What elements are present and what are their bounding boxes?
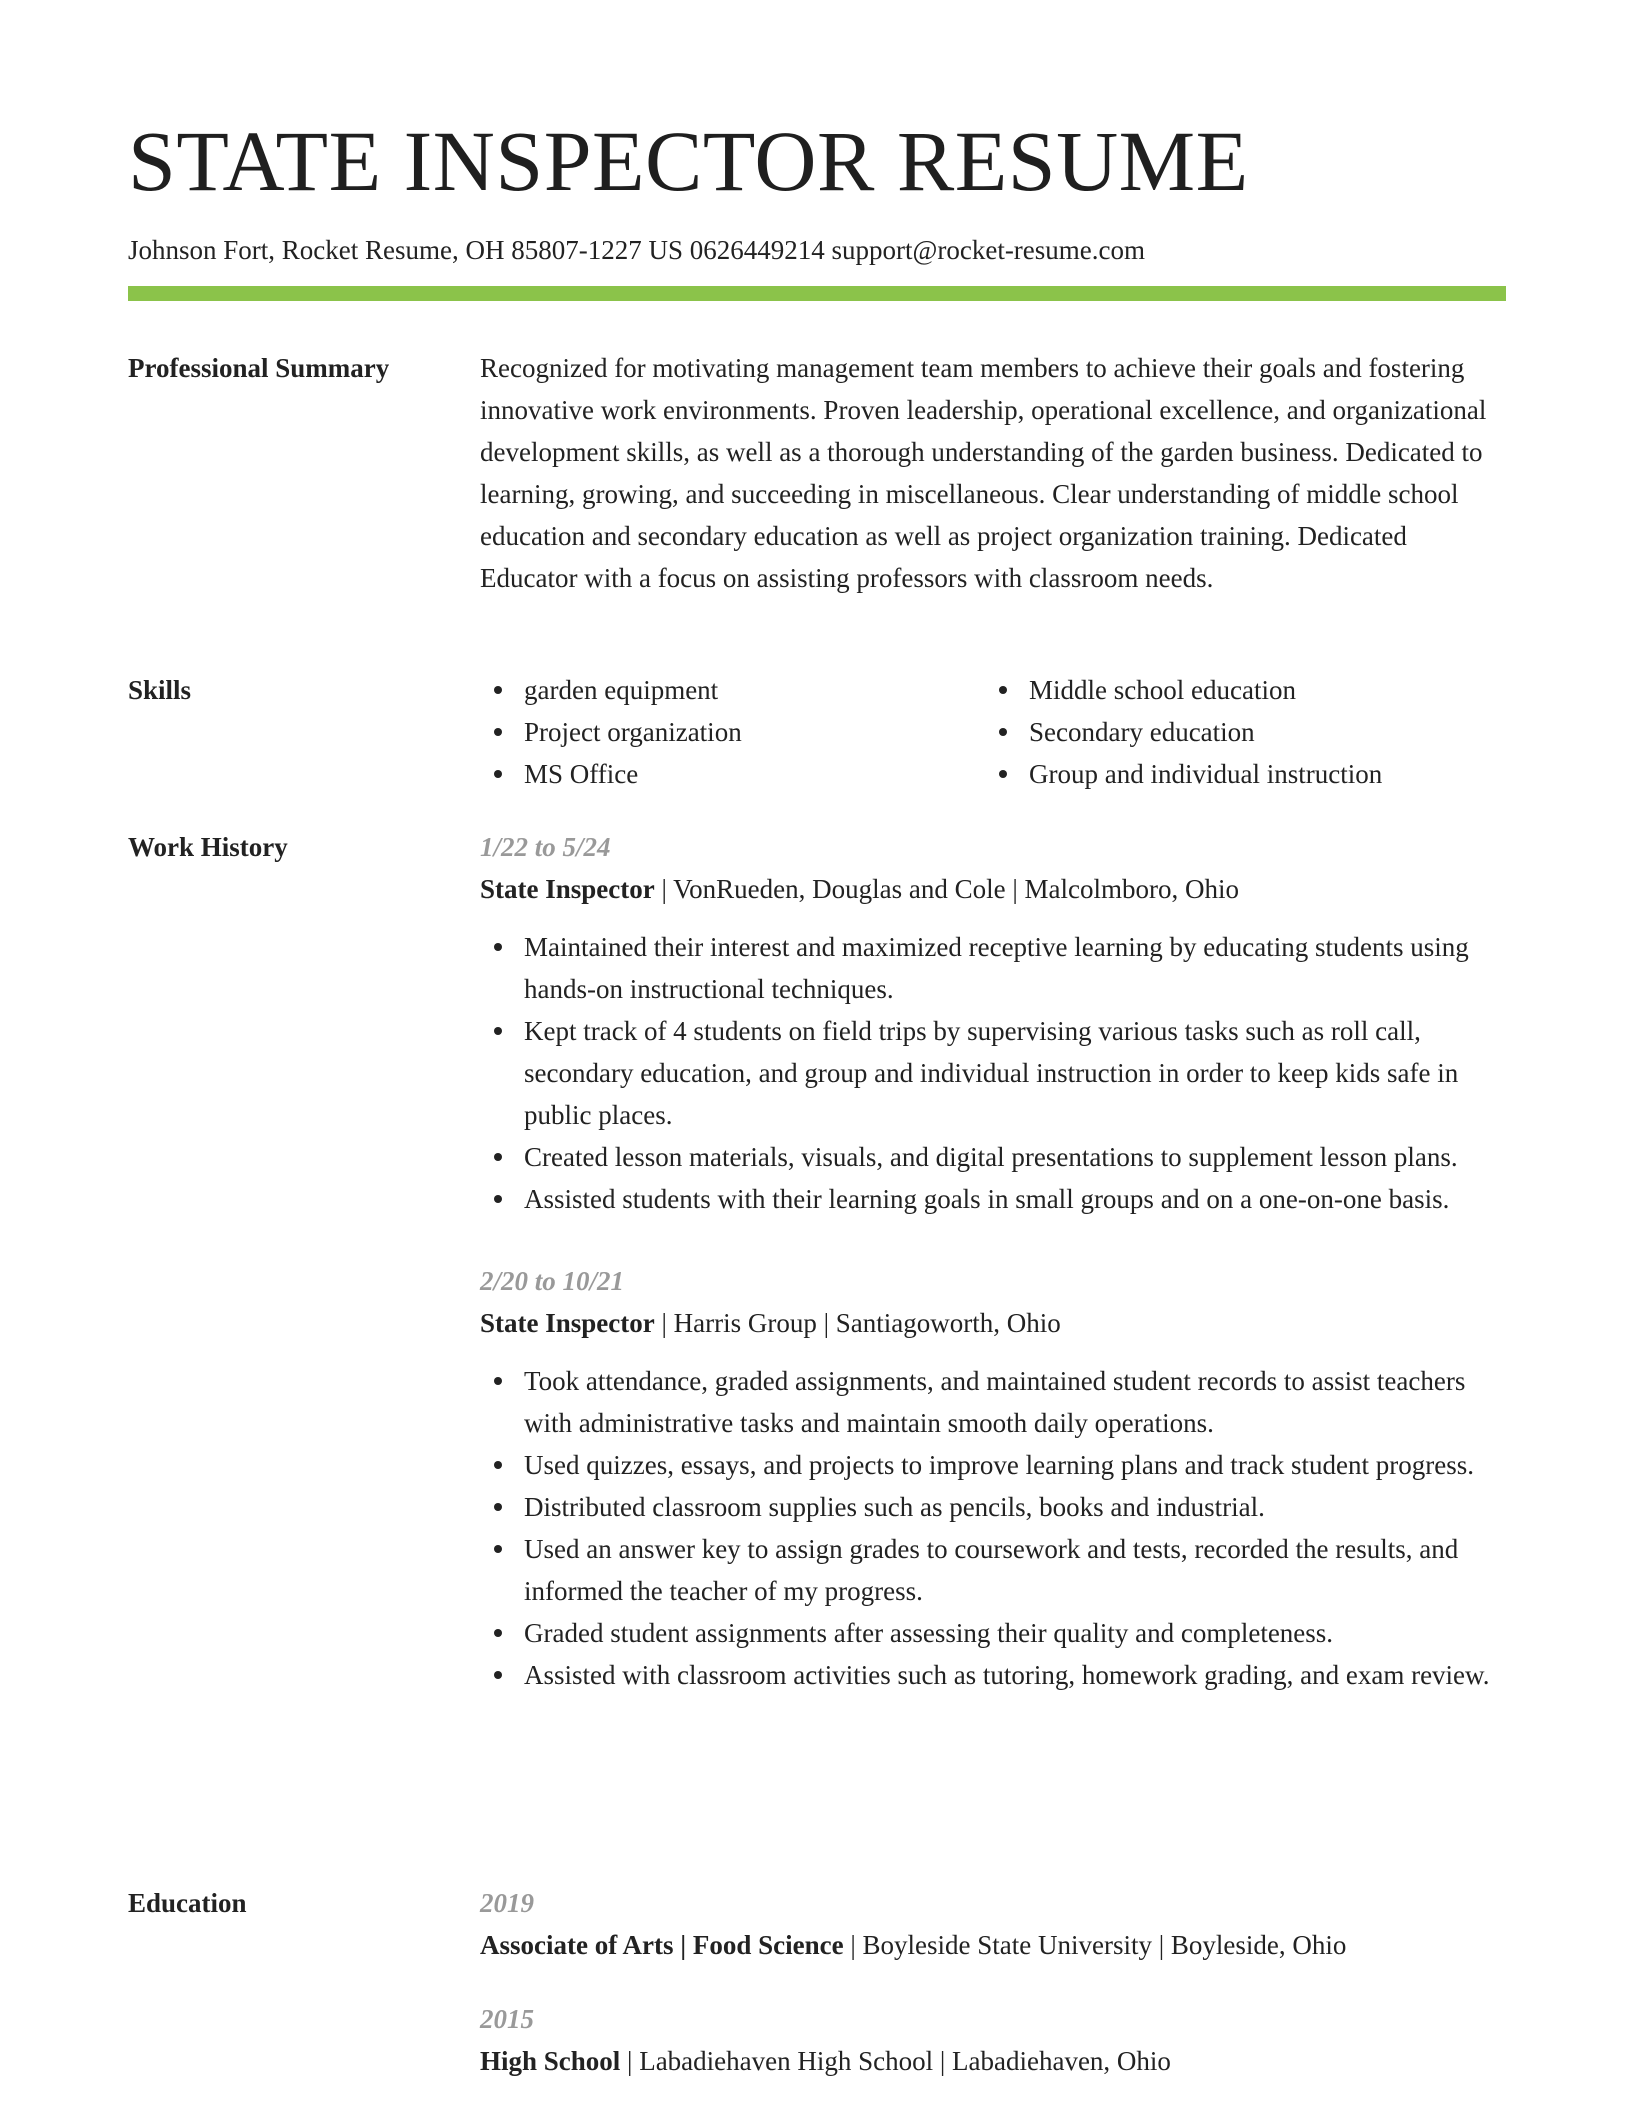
skills-column-left bbox=[480, 669, 985, 795]
education-entry bbox=[480, 1998, 1506, 2082]
skill-item: Project organization bbox=[480, 711, 985, 753]
education-year: 2019 bbox=[480, 1888, 534, 1918]
job-bullet-list bbox=[480, 926, 1506, 1220]
work-history-body bbox=[480, 826, 1506, 1696]
work-history-label: Work History bbox=[128, 832, 288, 862]
education-body bbox=[480, 1882, 1506, 2082]
contact-line: Johnson Fort, Rocket Resume, OH 85807-1227 US 0626449214 support@rocket-resume.com bbox=[128, 235, 1146, 265]
job-title: State Inspector bbox=[480, 1308, 655, 1338]
summary-label: Professional Summary bbox=[128, 353, 390, 383]
education-school: | Boyleside State University | Boyleside, Ohio bbox=[843, 1930, 1347, 1960]
skill-item: Middle school education bbox=[985, 669, 1490, 711]
skill-item: Secondary education bbox=[985, 711, 1490, 753]
education-entry bbox=[480, 1882, 1506, 1966]
education-degree: Associate of Arts | Food Science bbox=[480, 1930, 844, 1960]
job-bullet-list bbox=[480, 1360, 1506, 1696]
job-entry bbox=[480, 1260, 1506, 1696]
job-bullet: Kept track of 4 students on field trips by supervising various tasks such as roll call, secondary education, and group and individual instruction in order to keep kids safe in public places. bbox=[480, 1010, 1506, 1136]
education-label: Education bbox=[128, 1888, 247, 1918]
education-line bbox=[480, 2040, 1506, 2082]
job-role-line bbox=[480, 1302, 1506, 1344]
skill-item: garden equipment bbox=[480, 669, 985, 711]
skill-item: Group and individual instruction bbox=[985, 753, 1490, 795]
job-role-line bbox=[480, 868, 1506, 910]
accent-divider bbox=[128, 286, 1506, 301]
education-school: | Labadiehaven High School | Labadiehaven, Ohio bbox=[620, 2046, 1171, 2076]
education-line bbox=[480, 1924, 1506, 1966]
skill-item: MS Office bbox=[480, 753, 985, 795]
job-employer-location: | VonRueden, Douglas and Cole | Malcolmboro, Ohio bbox=[654, 874, 1239, 904]
resume-title: STATE INSPECTOR RESUME bbox=[128, 113, 1249, 209]
job-employer-location: | Harris Group | Santiagoworth, Ohio bbox=[654, 1308, 1061, 1338]
job-dates: 2/20 to 10/21 bbox=[480, 1266, 625, 1296]
education-degree: High School bbox=[480, 2046, 621, 2076]
job-bullet: Created lesson materials, visuals, and digital presentations to supplement lesson plans. bbox=[480, 1136, 1506, 1178]
job-bullet: Distributed classroom supplies such as pencils, books and industrial. bbox=[480, 1486, 1506, 1528]
job-dates: 1/22 to 5/24 bbox=[480, 832, 611, 862]
job-bullet: Used an answer key to assign grades to coursework and tests, recorded the results, and informed the teacher of my progress. bbox=[480, 1528, 1506, 1612]
job-bullet: Graded student assignments after assessing their quality and completeness. bbox=[480, 1612, 1506, 1654]
skills-grid bbox=[480, 669, 1506, 795]
skills-column-right bbox=[985, 669, 1490, 795]
job-entry bbox=[480, 826, 1506, 1220]
job-bullet: Maintained their interest and maximized receptive learning by educating students using hands-on instructional techniques. bbox=[480, 926, 1506, 1010]
summary-text: Recognized for motivating management team members to achieve their goals and fostering innovative work environments. Proven leadership, operational excellence, and organizational development skills, as well as a thorough understanding of the garden business. Dedicated to learning, growing, and succeeding in miscellaneous. Clear understanding of middle school education and secondary education as well as project organization training. Dedicated Educator with a focus on assisting professors with classroom needs. bbox=[480, 353, 1487, 593]
job-bullet: Assisted with classroom activities such as tutoring, homework grading, and exam review. bbox=[480, 1654, 1506, 1696]
skills-label: Skills bbox=[128, 675, 192, 705]
job-bullet: Used quizzes, essays, and projects to improve learning plans and track student progress. bbox=[480, 1444, 1506, 1486]
job-bullet: Assisted students with their learning goals in small groups and on a one-on-one basis. bbox=[480, 1178, 1506, 1220]
job-bullet: Took attendance, graded assignments, and maintained student records to assist teachers with administrative tasks and maintain smooth daily operations. bbox=[480, 1360, 1506, 1444]
job-title: State Inspector bbox=[480, 874, 655, 904]
education-year: 2015 bbox=[480, 2004, 534, 2034]
